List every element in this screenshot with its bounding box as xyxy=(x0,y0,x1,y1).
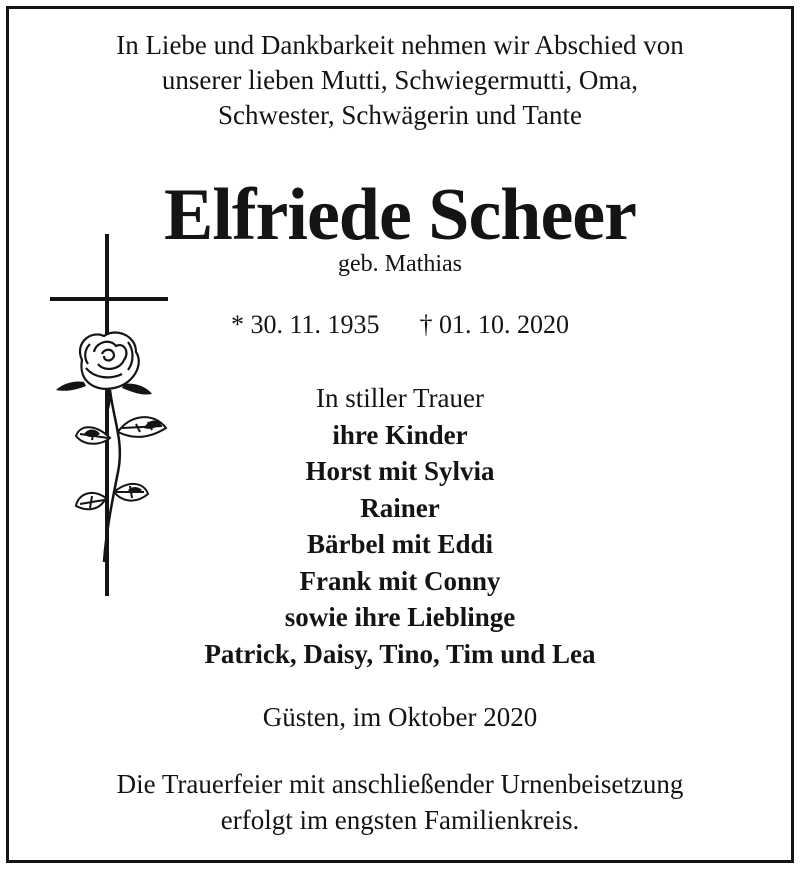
mourner-line: ihre Kinder xyxy=(332,419,468,450)
mourner-line: Rainer xyxy=(360,492,440,523)
mourner-line: Frank mit Conny xyxy=(299,565,501,596)
intro-text xyxy=(0,28,800,133)
death-date: † 01. 10. 2020 xyxy=(419,310,570,339)
funeral-note-line-1: Die Trauerfeier mit anschließender Urnenbeisetzung xyxy=(116,769,684,799)
mourner-line: Bärbel mit Eddi xyxy=(306,529,494,559)
intro-line-1: In Liebe und Dankbarkeit nehmen wir Abschied von xyxy=(116,30,684,60)
mourner-line: Patrick, Daisy, Tino, Tim und Lea xyxy=(204,638,596,669)
intro-line-3: Schwester, Schwägerin und Tante xyxy=(218,100,582,130)
mourner-line: sowie ihre Lieblinge xyxy=(284,602,516,632)
intro-line-2: unserer lieben Mutti, Schwiegermutti, Oma, xyxy=(161,65,639,95)
place-date: Güsten, im Oktober 2020 xyxy=(262,702,538,732)
mourner-line: Horst mit Sylvia xyxy=(305,456,495,486)
mourners-block xyxy=(0,380,800,672)
birth-date: * 30. 11. 1935 xyxy=(230,310,380,339)
birth-name: geb. Mathias xyxy=(338,251,462,277)
funeral-note-line-2: erfolgt im engsten Familienkreis. xyxy=(220,805,580,835)
funeral-note xyxy=(0,766,800,838)
deceased-name: Elfriede Scheer xyxy=(164,174,636,256)
mourners-heading: In stiller Trauer xyxy=(316,383,484,413)
